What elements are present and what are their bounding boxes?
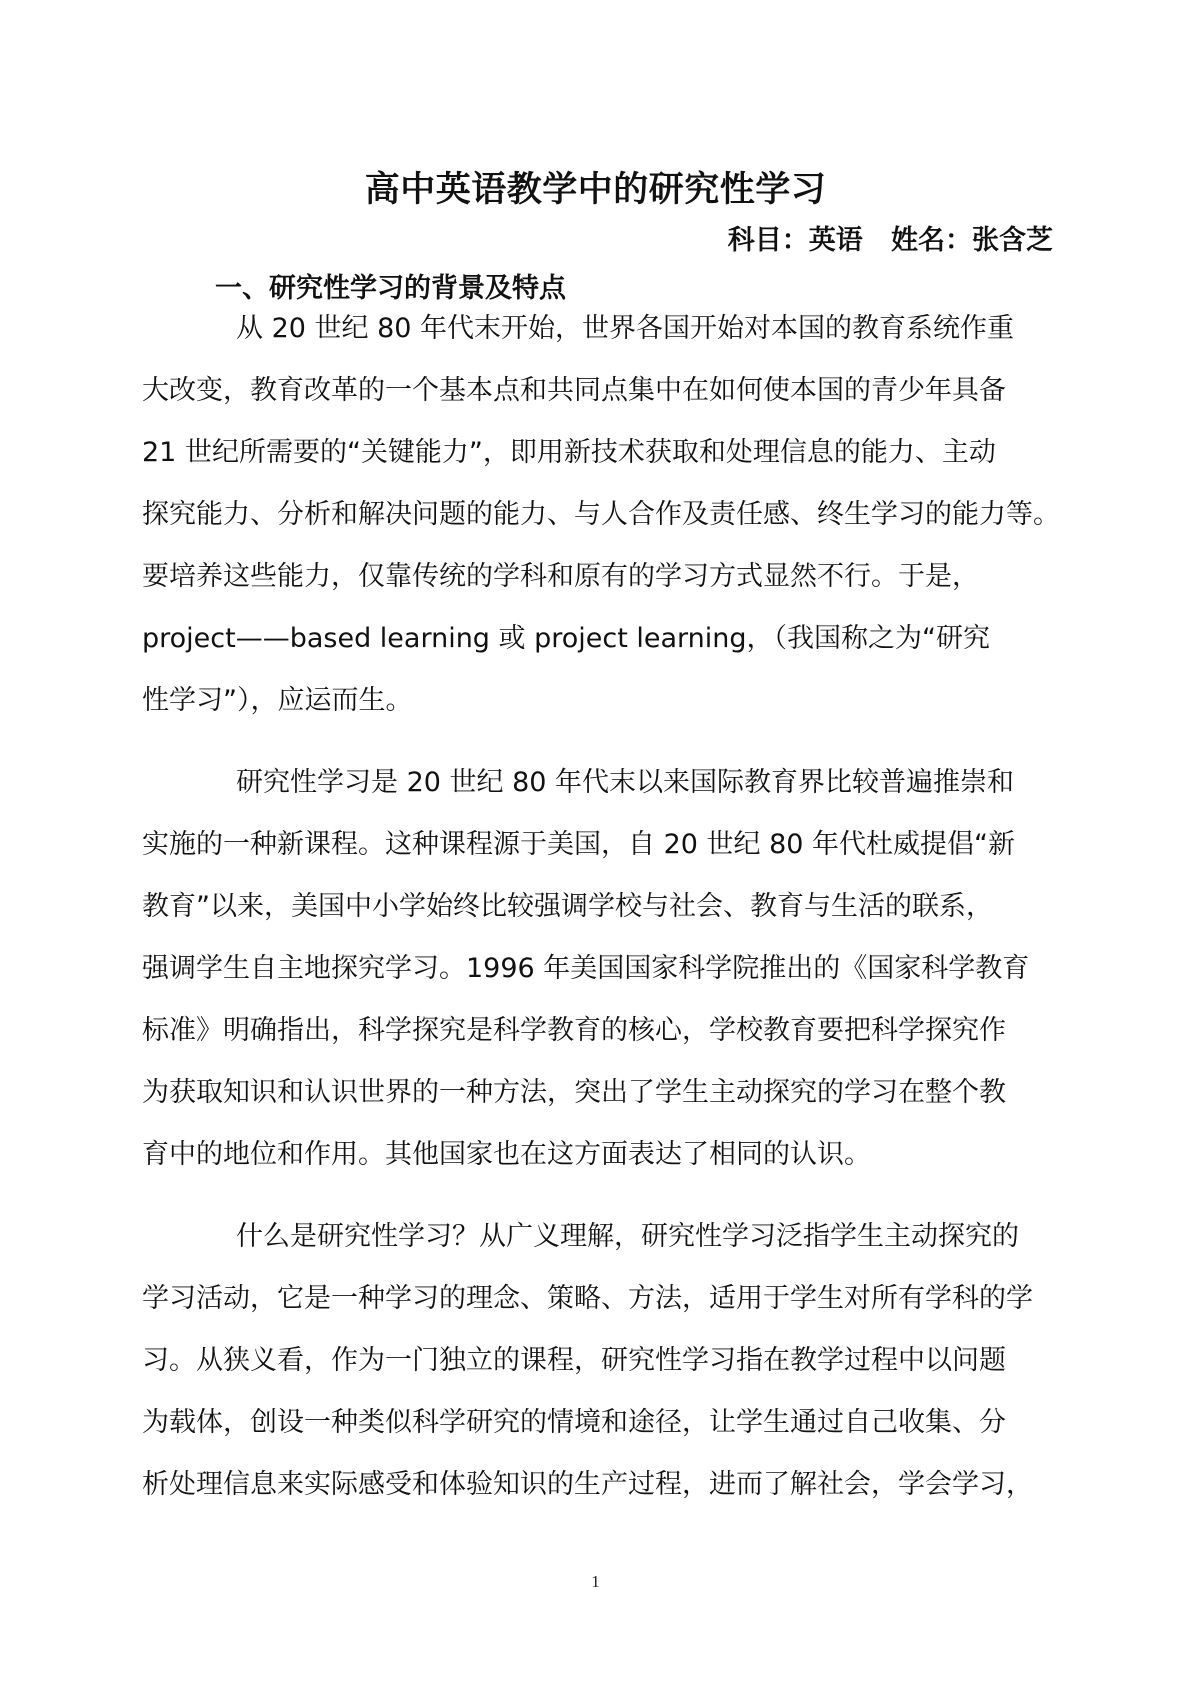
- paragraph-line: 教育”以来，美国中小学始终比较强调学校与社会、教育与生活的联系，: [142, 891, 993, 922]
- subject-label: 科目：英语: [727, 225, 863, 256]
- paragraph-line: 什么是研究性学习？从广义理解，研究性学习泛指学生主动探究的: [236, 1221, 1019, 1252]
- paragraph-line: 从 20 世纪 80 年代末开始，世界各国开始对本国的教育系统作重: [236, 313, 1015, 344]
- paragraph-line: 为获取知识和认识世界的一种方法，突出了学生主动探究的学习在整个教: [142, 1077, 1006, 1108]
- paragraph-line: 大改变，教育改革的一个基本点和共同点集中在如何使本国的青少年具备: [142, 375, 1006, 406]
- paragraph-line: 标准》明确指出，科学探究是科学教育的核心，学校教育要把科学探究作: [142, 1015, 1006, 1046]
- author-name-label: 姓名：张含芝: [891, 225, 1053, 256]
- paragraph-line: 21 世纪所需要的“关键能力”，即用新技术获取和处理信息的能力、主动: [142, 437, 996, 468]
- paragraph-line: 探究能力、分析和解决问题的能力、与人合作及责任感、终生学习的能力等。: [142, 499, 1060, 530]
- paragraph-line: 研究性学习是 20 世纪 80 年代末以来国际教育界比较普遍推崇和: [236, 767, 1015, 798]
- paragraph-line: 为载体，创设一种类似科学研究的情境和途径，让学生通过自己收集、分: [142, 1407, 1006, 1438]
- paragraph-line: 习。从狭义看，作为一门独立的课程，研究性学习指在教学过程中以问题: [142, 1345, 1006, 1376]
- paragraph-1: [142, 298, 1060, 732]
- paragraph-2: [142, 752, 1054, 1186]
- document-title: 高中英语教学中的研究性学习: [364, 170, 827, 210]
- paragraph-line: 育中的地位和作用。其他国家也在这方面表达了相同的认识。: [142, 1139, 871, 1170]
- paragraph-line: 析处理信息来实际感受和体验知识的生产过程，进而了解社会，学会学习，: [142, 1469, 1033, 1500]
- page-number: 1: [591, 1572, 600, 1591]
- paragraph-3: [142, 1206, 1054, 1516]
- paragraph-line: 强调学生自主地探究学习。1996 年美国国家科学院推出的《国家科学教育: [142, 953, 1030, 984]
- section-heading: 一、研究性学习的背景及特点: [215, 273, 566, 304]
- paragraph-line: 性学习”），应运而生。: [142, 685, 413, 716]
- paragraph-line: 实施的一种新课程。这种课程源于美国，自 20 世纪 80 年代杜威提倡“新: [142, 829, 1016, 860]
- author-meta: [728, 218, 1053, 257]
- paragraph-line: 学习活动，它是一种学习的理念、策略、方法，适用于学生对所有学科的学: [142, 1283, 1033, 1314]
- paragraph-line: project——based learning 或 project learning，（我国称之为“研究: [142, 623, 991, 654]
- paragraph-line: 要培养这些能力，仅靠传统的学科和原有的学习方式显然不行。于是，: [142, 561, 979, 592]
